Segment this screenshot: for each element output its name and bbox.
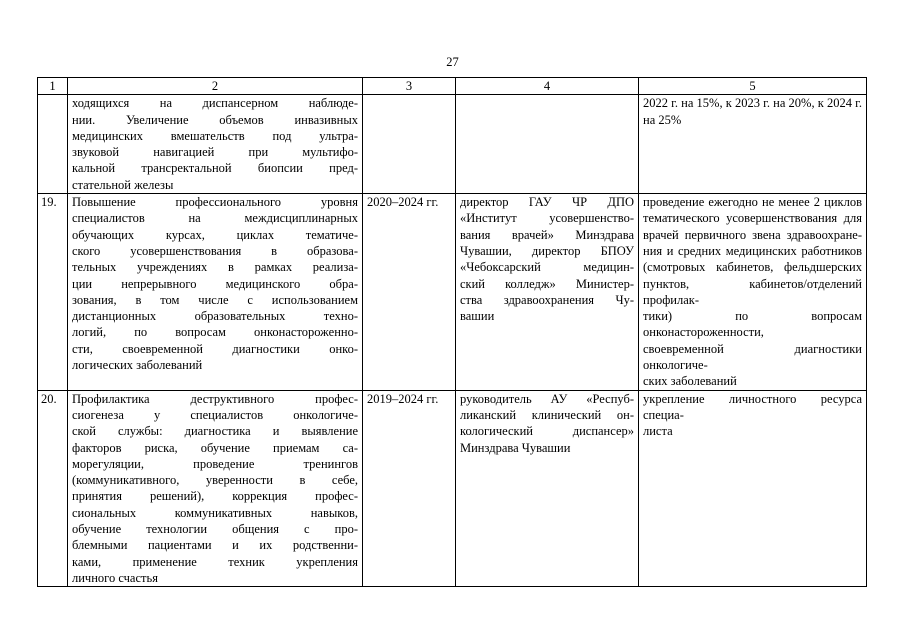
row-number (38, 95, 68, 194)
measure-cell-line: сиогенеза у специалистов онкологиче- (72, 407, 358, 422)
measures-table (37, 77, 867, 587)
measure-cell (68, 95, 363, 194)
measure-cell-line: принятия решений), коррекция профес- (72, 489, 358, 504)
measure-cell-line: медицинских вмешательств под ультра- (72, 128, 358, 143)
measure-cell-line: ками, применение техник укрепления (72, 554, 358, 569)
result-cell-line: врачей первичного звена здравоохране- (643, 227, 862, 242)
result-cell-line: (смотровых кабинетов, фельдшерских (643, 260, 862, 275)
table-header-row (38, 78, 867, 95)
measure-cell-line: Профилактика деструктивного профес- (72, 391, 358, 406)
column-header-2: 2 (68, 78, 363, 95)
measure-cell-line: (коммуникативного, уверенности в себе, (72, 473, 358, 488)
measure-cell-line: логий, по вопросам онконастороженно- (72, 325, 358, 340)
executor-cell-line: Чувашии, директор БПОУ (460, 243, 634, 258)
table-row (38, 194, 867, 391)
measure-cell-line: нии. Увеличение объемов инвазивных (72, 112, 358, 127)
executor-cell-line: руководитель АУ «Респуб- (460, 391, 634, 406)
executor-cell-line: кологический диспансер» (460, 424, 634, 439)
result-cell-line: тики) по вопросам онконастороженности, (643, 309, 862, 340)
measure-cell-line: зования, в том числе с использованием (72, 292, 358, 307)
measure-cell-line: морегуляции, проведение тренингов (72, 456, 358, 471)
result-cell (639, 95, 867, 194)
result-cell-line: пунктов, кабинетов/отделений профилак- (643, 276, 862, 307)
measure-cell-line: ской службы: диагностика и выявление (72, 424, 358, 439)
executor-cell-line: ликанский клинический он- (460, 407, 634, 422)
result-cell (639, 390, 867, 587)
measure-cell-line: дистанционных образовательных техно- (72, 309, 358, 324)
result-cell-line: 2022 г. на 15%, к 2023 г. на 20%, к 2024 г. (643, 96, 862, 111)
result-cell-line: ских заболеваний (643, 374, 737, 389)
measure-cell-line: стательной железы (72, 177, 174, 192)
measure-cell-line: звуковой навигацией при мультифо- (72, 145, 358, 160)
result-cell-line: ния и средних медицинских работников (643, 243, 862, 258)
measure-cell (68, 194, 363, 391)
result-cell-line: укрепление личностного ресурса специа- (643, 391, 862, 422)
result-cell-line: тематического усовершенствования для (643, 211, 862, 226)
measure-cell-line: кальной трансректальной биопсии пред- (72, 161, 358, 176)
term-cell: 2019–2024 гг. (363, 390, 456, 587)
measure-cell-line: сти, своевременной диагностики онко- (72, 341, 358, 356)
measure-cell-line: тельных учреждениях в рамках реализа- (72, 260, 358, 275)
column-header-4: 4 (456, 78, 639, 95)
measure-cell-line: обучающих курсах, циклах тематиче- (72, 227, 358, 242)
column-header-1: 1 (38, 78, 68, 95)
measure-cell-line: Повышение профессионального уровня (72, 195, 358, 210)
column-header-5: 5 (639, 78, 867, 95)
measure-cell-line: специалистов на междисциплинарных (72, 211, 358, 226)
result-cell-line: своевременной диагностики онкологиче- (643, 341, 862, 373)
measure-cell-line: ции непрерывного медицинского обра- (72, 276, 358, 291)
table-body (38, 95, 867, 587)
result-cell-line: проведение ежегодно не менее 2 циклов (643, 195, 862, 210)
measure-cell-line: обучение технологии общения с про- (72, 522, 358, 537)
executor-cell-line: ства здравоохранения Чу- (460, 292, 634, 307)
executor-cell (456, 390, 639, 587)
term-cell: 2020–2024 гг. (363, 194, 456, 391)
executor-cell-line: «Чебоксарский медицин- (460, 260, 634, 275)
page-number: 27 (446, 55, 459, 69)
executor-cell (456, 95, 639, 194)
measure-cell-line: логических заболеваний (72, 358, 203, 373)
result-cell (639, 194, 867, 391)
executor-cell-line: вания врачей» Минздрава (460, 227, 634, 242)
row-number: 20. (38, 390, 68, 587)
measure-cell-line: блемными пациентами и их родственни- (72, 538, 358, 553)
term-cell (363, 95, 456, 194)
result-cell-line: на 25% (643, 112, 682, 127)
executor-cell-line: директор ГАУ ЧР ДПО (460, 195, 634, 210)
executor-cell (456, 194, 639, 391)
table-row (38, 95, 867, 194)
measure-cell-line: факторов риска, обучение приемам са- (72, 440, 358, 455)
measure-cell-line: ходящихся на диспансерном наблюде- (72, 96, 358, 111)
measure-cell-line: сиональных коммуникативных навыков, (72, 505, 358, 520)
column-header-3: 3 (363, 78, 456, 95)
executor-cell-line: Минздрава Чувашии (460, 440, 571, 455)
measure-cell-line: ского усовершенствования в образова- (72, 243, 358, 258)
result-cell-line: листа (643, 424, 673, 439)
executor-cell-line: вашии (460, 309, 495, 324)
executor-cell-line: ский колледж» Министер- (460, 276, 634, 291)
executor-cell-line: «Институт усовершенство- (460, 211, 634, 226)
measure-cell (68, 390, 363, 587)
row-number: 19. (38, 194, 68, 391)
measure-cell-line: личного счастья (72, 570, 158, 585)
table-row (38, 390, 867, 587)
